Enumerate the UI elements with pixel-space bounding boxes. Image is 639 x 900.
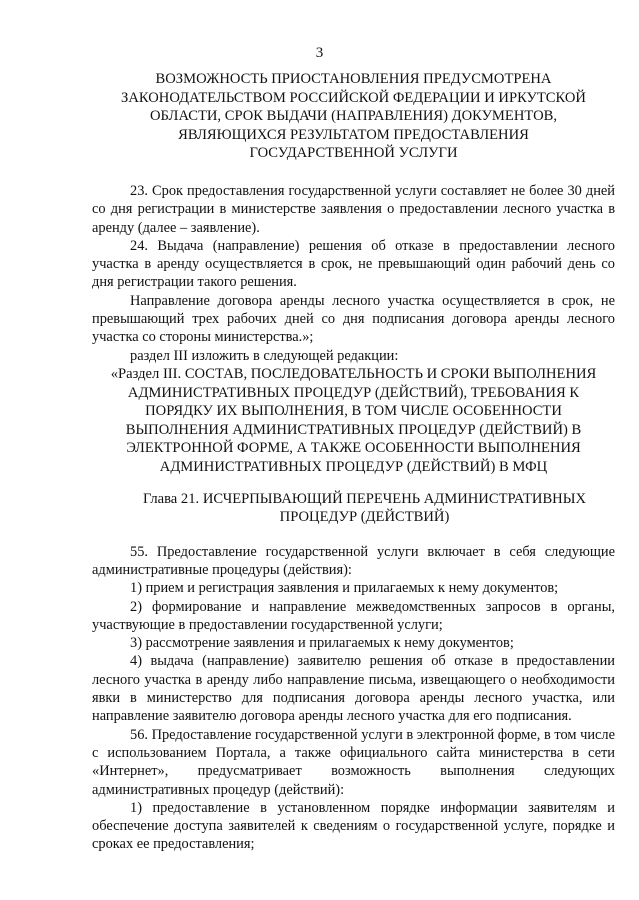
section-iii-title [92, 365, 615, 477]
paragraph-group-2 [92, 543, 615, 854]
heading-line: ГОСУДАРСТВЕННОЙ УСЛУГИ [249, 145, 458, 162]
section-heading [92, 70, 615, 163]
paragraph-section-intro: раздел III изложить в следующей редакции: [130, 347, 399, 364]
paragraph-55: 55. Предоставление государственной услуги включает в себя следующие административные процедуры (действия): [92, 543, 615, 578]
list-item-3: 3) рассмотрение заявления и прилагаемых к нему документов; [130, 635, 514, 652]
section-title-line: ВЫПОЛНЕНИЯ АДМИНИСТРАТИВНЫХ ПРОЦЕДУР (ДЕЙСТВИЙ) В [125, 421, 582, 438]
paragraph-group-1 [92, 182, 615, 365]
heading-line: ЗАКОНОДАТЕЛЬСТВОМ РОССИЙСКОЙ ФЕДЕРАЦИИ И ИРКУТСКОЙ [121, 89, 586, 106]
list-item-4: 4) выдача (направление) заявителю решения об отказе в предоставлении лесного участка в аренду либо направление письма, извещающего о необходимости явки в министерство для подписания договора аренды лесного участка, или направление заявителю договора аренды лесного участка для его подписания. [92, 653, 615, 725]
list-item-56-1: 1) предоставление в установленном порядке информации заявителям и обеспечение доступа заявителей к сведениям о государственной услуге, порядке и сроках ее предоставления; [92, 799, 615, 853]
chapter-title-line: ПРОЦЕДУР (ДЕЙСТВИЙ) [279, 509, 450, 526]
page-content [92, 70, 615, 854]
heading-line: ВОЗМОЖНОСТЬ ПРИОСТАНОВЛЕНИЯ ПРЕДУСМОТРЕНА [155, 71, 552, 87]
section-title-line: АДМИНИСТРАТИВНЫХ ПРОЦЕДУР (ДЕЙСТВИЙ), ТРЕБОВАНИЯ К [127, 384, 580, 401]
list-item-1: 1) прием и регистрация заявления и прилагаемых к нему документов; [130, 580, 559, 597]
section-title-line: ПОРЯДКУ ИХ ВЫПОЛНЕНИЯ, В ТОМ ЧИСЛЕ ОСОБЕННОСТИ [145, 403, 562, 420]
chapter-title-line: Глава 21. ИСЧЕРПЫВАЮЩИЙ ПЕРЕЧЕНЬ АДМИНИСТРАТИВНЫХ [143, 490, 586, 507]
section-title-line: «Раздел III. СОСТАВ, ПОСЛЕДОВАТЕЛЬНОСТЬ И СРОКИ ВЫПОЛНЕНИЯ [110, 365, 597, 382]
list-item-2: 2) формирование и направление межведомственных запросов в органы, участвующие в предоставлении государственной услуги; [92, 598, 615, 633]
paragraph-56: 56. Предоставление государственной услуги в электронной форме, в том числе с использованием Портала, а также официального сайта министерства в сети «Интернет», предусматривает возможность выполнения следующих административных процедур (действий): [92, 726, 615, 798]
section-title-line: АДМИНИСТРАТИВНЫХ ПРОЦЕДУР (ДЕЙСТВИЙ) В МФЦ [159, 458, 548, 475]
heading-line: ЯВЛЯЮЩИХСЯ РЕЗУЛЬТАТОМ ПРЕДОСТАВЛЕНИЯ [178, 126, 529, 143]
paragraph-23: 23. Срок предоставления государственной услуги составляет не более 30 дней со дня регистрации в министерстве заявления о предоставлении лесного участка в аренду (далее – заявление). [92, 182, 615, 236]
paragraph-lease-contract: Направление договора аренды лесного участка осуществляется в срок, не превышающий трех рабочих дней со дня подписания договора аренды лесного участка со стороны министерства.»; [92, 292, 615, 346]
chapter-21-title [92, 490, 615, 527]
paragraph-24: 24. Выдача (направление) решения об отказе в предоставлении лесного участка в аренду осуществляется в срок, не превышающий один рабочий день со дня регистрации такого решения. [92, 237, 615, 291]
section-title-line: ЭЛЕКТРОННОЙ ФОРМЕ, А ТАКЖЕ ОСОБЕННОСТИ ВЫПОЛНЕНИЯ [126, 440, 581, 457]
heading-line: ОБЛАСТИ, СРОК ВЫДАЧИ (НАПРАВЛЕНИЯ) ДОКУМЕНТОВ, [149, 108, 558, 125]
page-number: 3 [315, 45, 324, 61]
